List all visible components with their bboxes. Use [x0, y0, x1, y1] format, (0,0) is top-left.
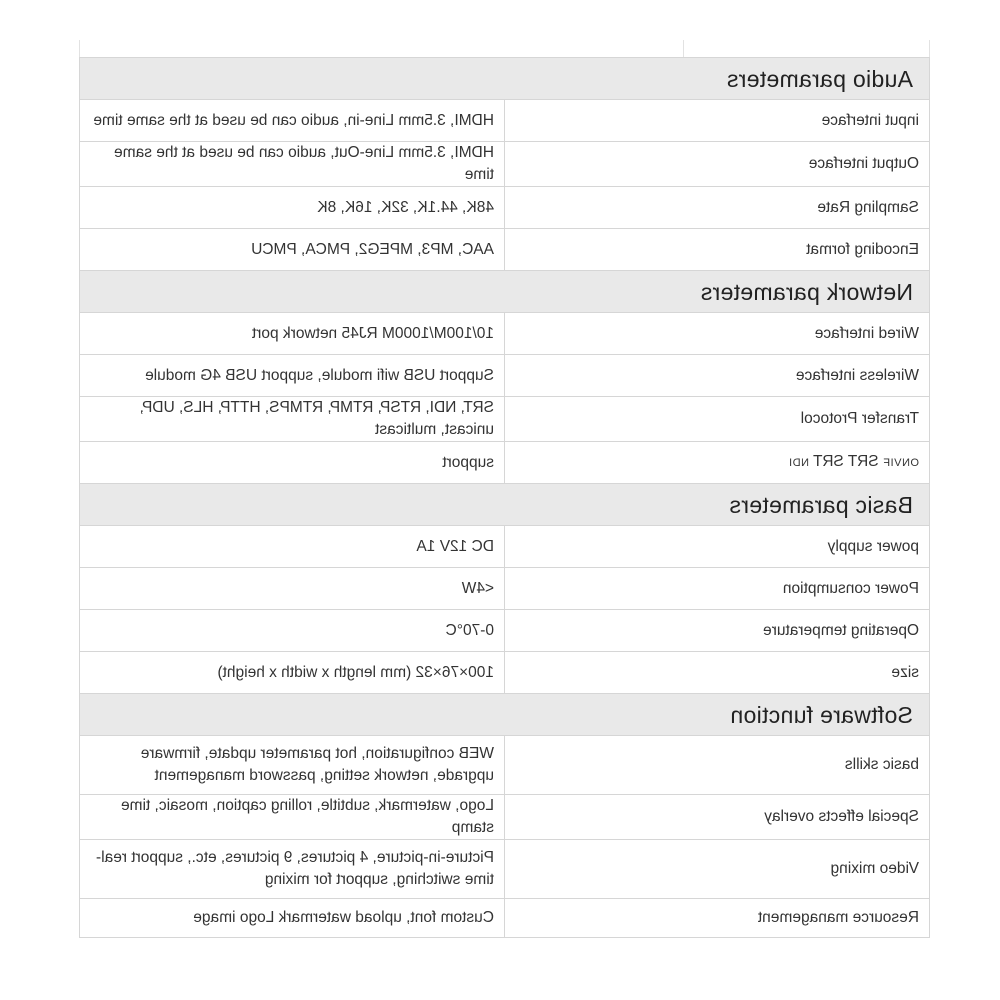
- section-title: Software function: [80, 694, 930, 736]
- protocol-onvif: ONVIF: [882, 457, 919, 469]
- section-header-network: [80, 271, 930, 313]
- row-value: Logo, watermark, subtitle, rolling caption, mosaic, time stamp: [80, 795, 505, 840]
- row-label: power supply: [505, 526, 930, 568]
- section-title: Network parameters: [80, 271, 930, 313]
- table-row: [80, 355, 930, 397]
- row-label: Output interface: [505, 142, 930, 187]
- row-label: Wired interface: [505, 313, 930, 355]
- table-row: [80, 526, 930, 568]
- table-row: [80, 840, 930, 899]
- row-label: Special effects overlay: [505, 795, 930, 840]
- row-label-protocols: [505, 442, 930, 484]
- row-label: Operating temperature: [505, 610, 930, 652]
- row-label: basic skills: [505, 736, 930, 795]
- protocol-ndi: NDI: [788, 457, 810, 469]
- table-row: [80, 652, 930, 694]
- table-row: [80, 142, 930, 187]
- row-value: 10/100M/1000M RJ45 network port: [80, 313, 505, 355]
- row-value: Custom font, upload watermark Logo image: [80, 899, 505, 938]
- row-value: 100×76×32 (mm length x width x height): [80, 652, 505, 694]
- spec-table: [79, 57, 930, 938]
- section-header-basic: [80, 484, 930, 526]
- row-value: DC 12V 1A: [80, 526, 505, 568]
- row-value: HDMI, 3.5mm Line-Out, audio can be used at the same time: [80, 142, 505, 187]
- table-row: [80, 610, 930, 652]
- section-title: Audio parameters: [80, 58, 930, 100]
- row-label: Sampling Rate: [505, 187, 930, 229]
- row-value: support: [80, 442, 505, 484]
- section-header-audio: [80, 58, 930, 100]
- row-value: 0-70°C: [80, 610, 505, 652]
- row-label: Encoding format: [505, 229, 930, 271]
- section-title: Basic parameters: [80, 484, 930, 526]
- table-row: [80, 229, 930, 271]
- row-label: input interface: [505, 100, 930, 142]
- protocol-srt: SRT: [848, 453, 879, 470]
- row-value: AAC, MP3, MPEG2, PMCA, PMCU: [80, 229, 505, 271]
- row-label: Transfer Protocol: [505, 397, 930, 442]
- protocol-srt: SRT: [813, 453, 844, 470]
- table-row: [80, 187, 930, 229]
- table-row: [80, 736, 930, 795]
- row-value: Support USB wifi module, support USB 4G module: [80, 355, 505, 397]
- table-row: [80, 795, 930, 840]
- row-value: Picture-in-picture, 4 pictures, 9 pictures, etc., support real-time switching, support for mixing: [80, 840, 505, 899]
- table-row: [80, 100, 930, 142]
- table-row: [80, 313, 930, 355]
- row-value: HDMI, 3.5mm Line-in, audio can be used at the same time: [80, 100, 505, 142]
- row-value: SRT, NDI, RTSP, RTMP, RTMPS, HTTP, HLS, UDP, unicast, multicast: [80, 397, 505, 442]
- row-value: 48K, 44.1K, 32K, 16K, 8K: [80, 187, 505, 229]
- row-value: <4W: [80, 568, 505, 610]
- table-top-spacer: [79, 40, 930, 57]
- row-label: Wireless interface: [505, 355, 930, 397]
- row-label: Video mixing: [505, 840, 930, 899]
- table-row: [80, 442, 930, 484]
- row-label: Resource management: [505, 899, 930, 938]
- section-header-software: [80, 694, 930, 736]
- row-label: Power consumption: [505, 568, 930, 610]
- table-row: [80, 899, 930, 938]
- row-value: WEB configuration, hot parameter update, firmware upgrade, network setting, password management: [80, 736, 505, 795]
- row-label: size: [505, 652, 930, 694]
- table-row: [80, 568, 930, 610]
- table-row: [80, 397, 930, 442]
